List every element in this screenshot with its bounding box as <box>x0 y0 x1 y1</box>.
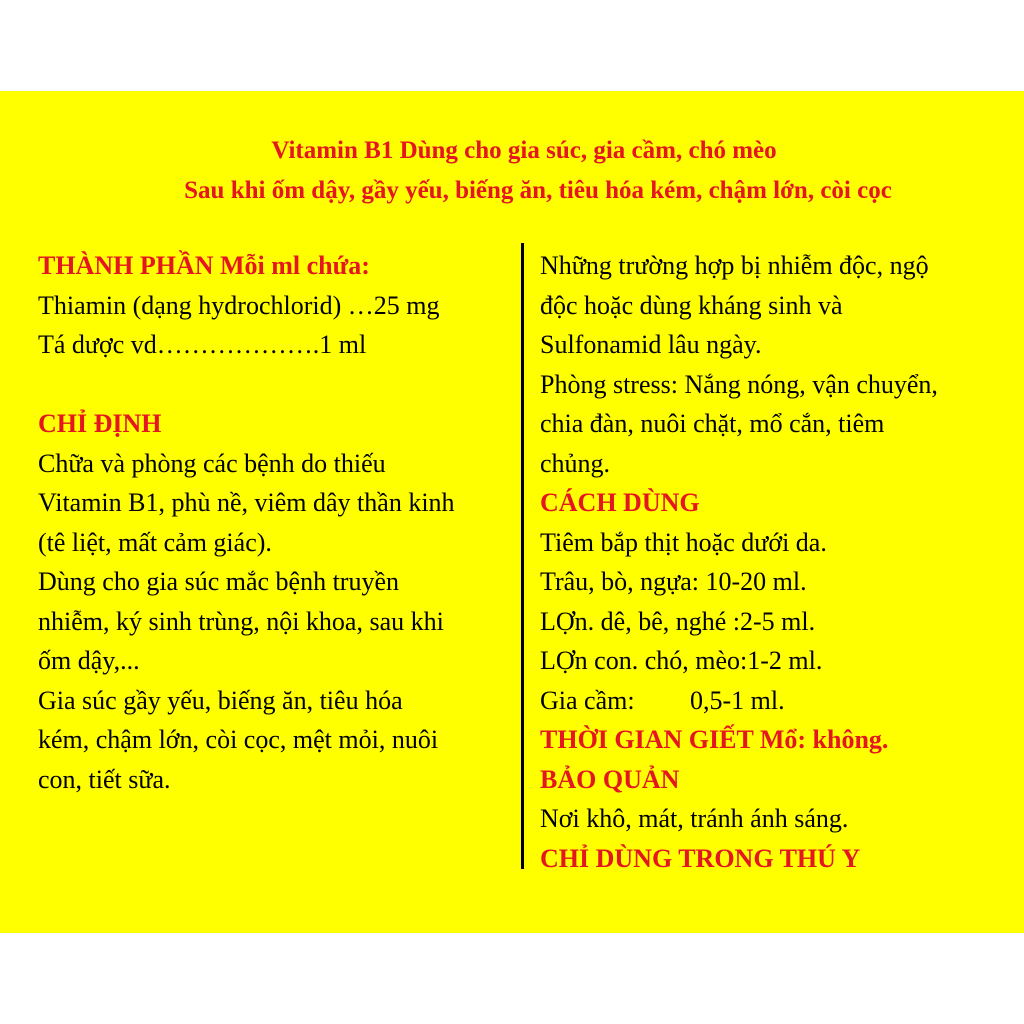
right-column <box>540 246 1010 878</box>
usage-line: LỢn. dê, bê, nghé :2-5 ml. <box>540 606 816 636</box>
withdrawal-time: THỜI GIAN GIẾT Mổ: không. <box>540 725 889 754</box>
usage-line: Tiêm bắp thịt hoặc dưới da. <box>540 527 827 557</box>
intro-line: chia đàn, nuôi chặt, mổ cắn, tiêm <box>540 409 885 438</box>
composition-line: Thiamin (dạng hydrochlorid) …25 mg <box>38 290 440 320</box>
poultry-label: Gia cầm: <box>540 685 635 715</box>
intro-line: độc hoặc dùng kháng sinh và <box>540 290 843 320</box>
label-header <box>0 131 1024 211</box>
poultry-dose: 0,5-1 ml. <box>690 685 785 715</box>
column-divider <box>521 243 524 869</box>
indication-line: nhiễm, ký sinh trùng, nội khoa, sau khi <box>38 606 444 636</box>
vet-only-notice: CHỈ DÙNG TRONG THÚ Y <box>540 843 861 873</box>
indication-line: Chữa và phòng các bệnh do thiếu <box>38 448 386 478</box>
composition-line: Tá dược vd……………….1 ml <box>38 330 367 359</box>
spacer <box>38 365 508 405</box>
usage-line: Trâu, bò, ngựa: 10-20 ml. <box>540 567 807 596</box>
indication-line: (tê liệt, mất cảm giác). <box>38 527 272 557</box>
usage-line: LỢn con. chó, mèo:1-2 ml. <box>540 646 823 675</box>
storage-text: Nơi khô, mát, tránh ánh sáng. <box>540 804 849 833</box>
intro-line: Sulfonamid lâu ngày. <box>540 330 762 359</box>
indication-line: ốm dậy,... <box>38 646 140 675</box>
indication-line: Gia súc gầy yếu, biếng ăn, tiêu hóa <box>38 685 403 715</box>
left-column <box>38 246 508 799</box>
indication-line: Dùng cho gia súc mắc bệnh truyền <box>38 567 400 596</box>
usage-heading: CÁCH DÙNG <box>540 488 700 517</box>
header-subtitle: Sau khi ốm dậy, gầy yếu, biếng ăn, tiêu hóa kém, chậm lớn, còi cọc <box>184 177 892 204</box>
storage-heading: BẢO QUẢN <box>540 764 680 794</box>
indication-line: kém, chậm lớn, còi cọc, mệt mỏi, nuôi <box>38 725 439 754</box>
poultry-dose-line <box>540 681 1010 721</box>
product-label <box>0 91 1024 933</box>
composition-heading: THÀNH PHẦN Mỗi ml chứa: <box>38 251 370 280</box>
intro-line: Phòng stress: Nắng nóng, vận chuyển, <box>540 369 938 399</box>
header-title: Vitamin B1 Dùng cho gia súc, gia cầm, chó mèo <box>271 137 777 164</box>
indication-line: Vitamin B1, phù nề, viêm dây thần kinh <box>38 488 455 517</box>
intro-line: chủng. <box>540 448 611 478</box>
indication-line: con, tiết sữa. <box>38 764 171 794</box>
indication-heading: CHỈ ĐỊNH <box>38 409 162 438</box>
intro-line: Những trường hợp bị nhiễm độc, ngộ <box>540 251 929 280</box>
